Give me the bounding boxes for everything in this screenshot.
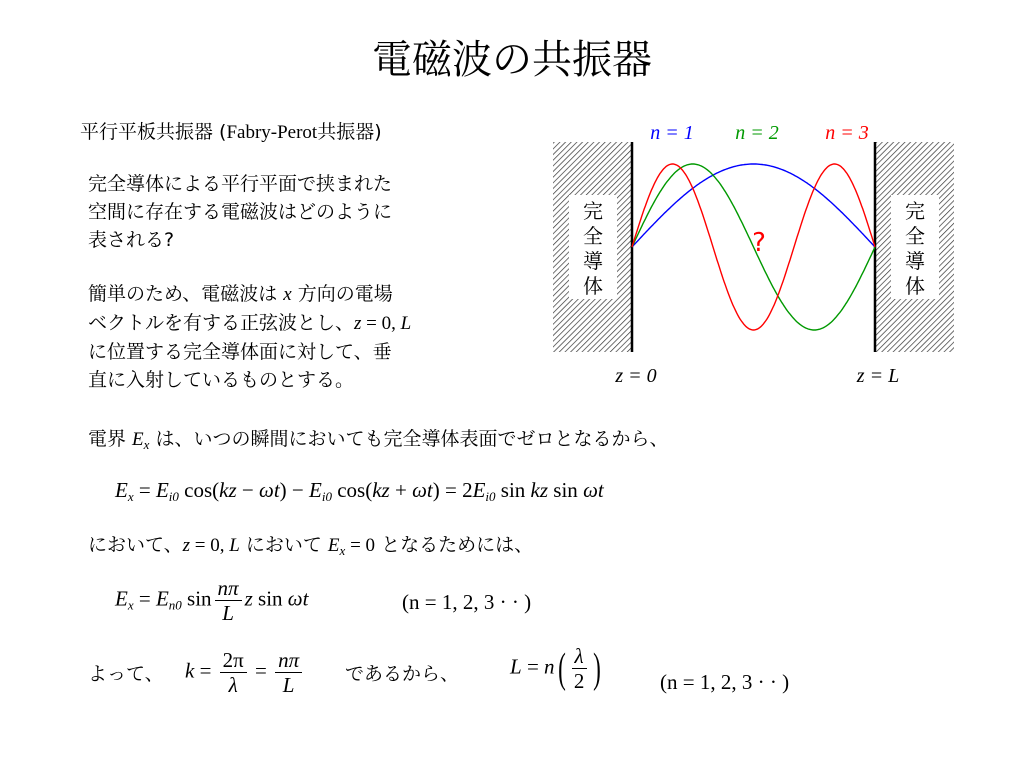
wall-label-char: 導 — [905, 249, 925, 273]
mode-index-condition-1: (n = 1, 2, 3 · · ) — [402, 590, 532, 614]
text-line: ベクトルを有する正弦波とし、z = 0, L — [88, 312, 412, 334]
wall-label-char: 完 — [905, 199, 925, 223]
question-mark: ? — [752, 228, 766, 258]
text-line: 完全導体による平行平面で挟まれた — [88, 173, 393, 195]
text-line: 空間に存在する電磁波はどのように — [88, 201, 393, 223]
wall-label-char: 完 — [583, 199, 603, 223]
equation-mode-field: $E_x = E_{n0}$ sin $\frac{n\pi}{L}$ z sin ωt — [115, 576, 309, 625]
resonator-diagram — [545, 115, 965, 390]
wavenumber-prefix: よって、 — [88, 663, 164, 685]
equation-standing-wave: $E_x = E_{i0}$ $\cos(kz - \omega t) - E_{i0}$ $\cos(kz + \omega t) = 2E_{i0}$ sin kz sin ωt — [115, 478, 604, 504]
mode-index-condition-2: (n = 1, 2, 3 · · ) — [660, 670, 790, 694]
heading-latin: Fabry-Perot — [226, 122, 318, 143]
wall-label-char: 全 — [905, 224, 925, 248]
mode-label-n1: n = 1 — [650, 122, 694, 144]
heading-suffix: 共振器) — [317, 121, 382, 143]
section-heading — [80, 118, 382, 147]
paragraph-question — [88, 170, 392, 254]
zL-label: z = L — [856, 365, 900, 387]
heading-prefix: 平行平板共振器 ( — [80, 121, 227, 143]
wall-label-char: 全 — [583, 224, 603, 248]
mode-label-n2: n = 2 — [735, 122, 779, 144]
text-line: 簡単のため、電磁波は x 方向の電場 — [88, 283, 393, 305]
wall-label-char: 導 — [583, 249, 603, 273]
field-statement: 電界 $E_x$ は、いつの瞬間においても完全導体表面でゼロとなるから、 — [88, 428, 669, 452]
boundary-condition-line: において、z = 0, L において $E_x = 0$ となるためには、 — [88, 534, 534, 558]
text-line: 直に入射しているものとする。 — [88, 369, 355, 391]
paragraph-assumption — [88, 280, 411, 394]
mode-label-n3: n = 3 — [825, 122, 869, 144]
text-line: に位置する完全導体面に対して、垂 — [88, 341, 392, 363]
equation-wavenumber: k = $\frac{2\pi}{\lambda}$ = $\frac{n\pi}{L}$ — [185, 648, 305, 697]
page-title: 電磁波の共振器 — [372, 37, 652, 83]
wavenumber-connector: であるから、 — [345, 663, 460, 685]
equation-length-condition: L = n( $\frac{\lambda}{2}$ ) — [510, 644, 601, 693]
wall-label-char: 体 — [905, 274, 925, 298]
z0-label: z = 0 — [615, 365, 657, 387]
wall-label-char: 体 — [583, 274, 603, 298]
text-line: 表される? — [88, 229, 175, 251]
